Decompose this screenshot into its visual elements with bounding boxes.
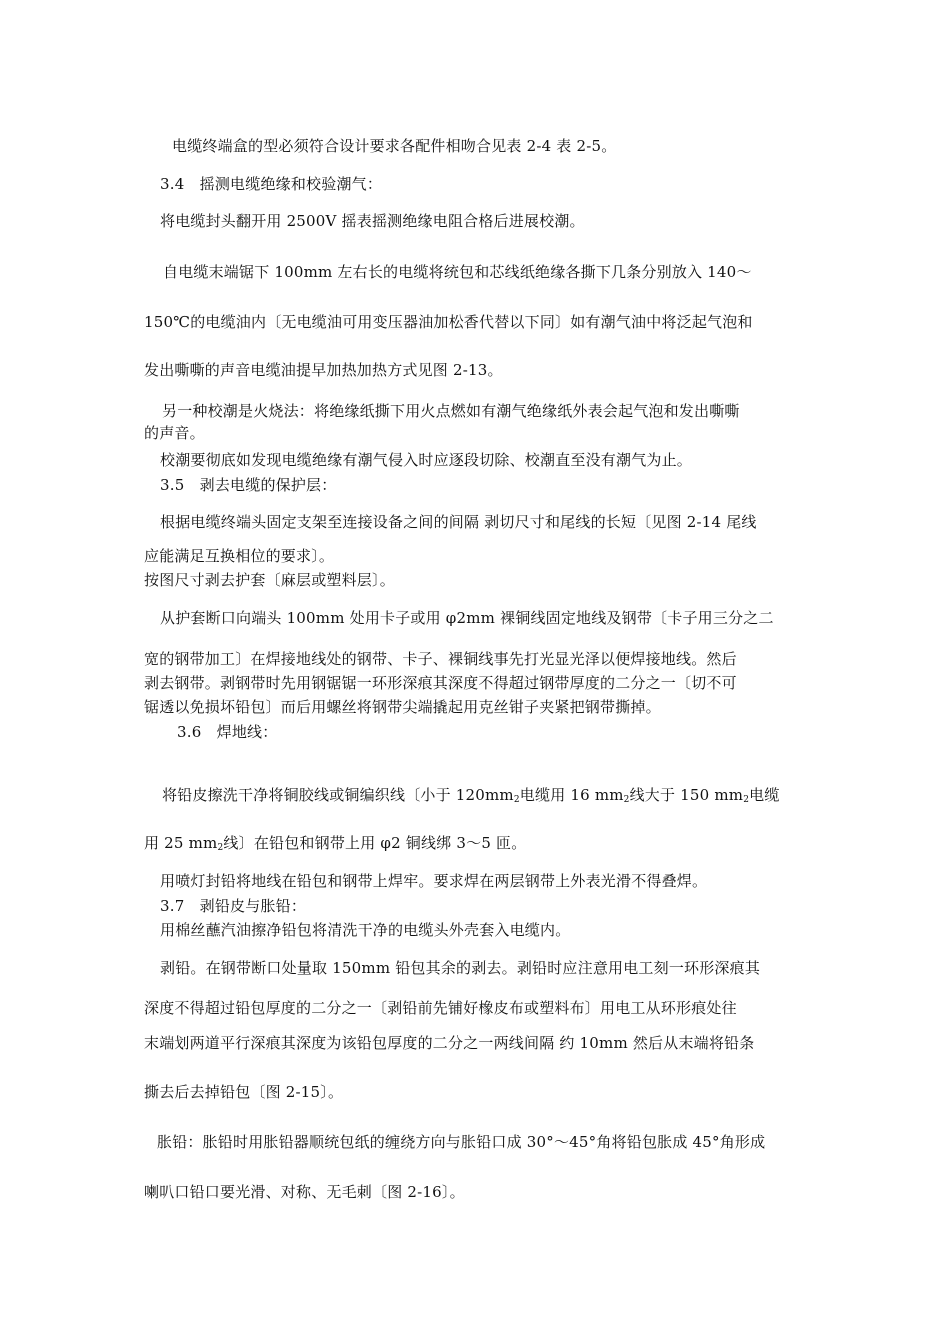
text-line: 应能满足互换相位的要求〕。 [144,547,335,565]
text-segment: 电缆 [749,786,780,804]
text-line: 剥去钢带。剥钢带时先用钢锯锯一环形深痕其深度不得超过钢带厚度的二分之一〔切不可 [144,674,737,692]
section-heading: 3.6 焊地线： [177,723,278,741]
subscript: 2 [513,795,520,805]
text-line-with-subscripts [162,785,780,805]
section-heading: 3.4 摇测电缆绝缘和校验潮气： [160,175,383,193]
text-line: 撕去后去掉铅包〔图 2-15〕。 [144,1083,344,1101]
text-line: 电缆终端盒的型必须符合设计要求各配件相吻合见表 2-4 表 2-5。 [172,137,617,155]
text-line: 发出嘶嘶的声音电缆油提早加热加热方式见图 2-13。 [144,361,503,379]
text-line: 宽的钢带加工〕在焊接地线处的钢带、卡子、裸铜线事先打光显光泽以便焊接地线。然后 [144,650,737,668]
text-line: 用棉丝蘸汽油擦净铅包将清洗干净的电缆头外壳套入电缆内。 [160,921,571,939]
text-line: 将电缆封头翻开用 2500V 摇表摇测绝缘电阻合格后进展校潮。 [160,212,585,230]
text-line: 喇叭口铅口要光滑、对称、无毛刺〔图 2-16〕。 [144,1183,465,1201]
text-line: 胀铅：胀铅时用胀铅器顺统包纸的缠绕方向与胀铅口成 30°～45°角将铅包胀成 45°角形成 [157,1133,766,1151]
text-line: 自电缆末端锯下 100mm 左右长的电缆将统包和芯线纸绝缘各撕下几条分别放入 140～ [163,263,752,281]
text-line: 另一种校潮是火烧法：将绝缘纸撕下用火点燃如有潮气绝缘纸外表会起气泡和发出嘶嘶 [162,402,740,420]
text-segment: 用 25 mm [144,834,218,852]
text-line: 从护套断口向端头 100mm 处用卡子或用 φ2mm 裸铜线固定地线及钢带〔卡子用三分之二 [160,609,774,627]
text-line-with-subscripts [144,833,526,853]
section-heading: 3.5 剥去电缆的保护层： [160,476,337,494]
text-line: 锯透以免损坏铅包〕而后用螺丝将钢带尖端撬起用克丝钳子夹紧把钢带撕掉。 [144,698,661,716]
text-segment: 线〕在铅包和钢带上用 φ2 铜线绑 3～5 匝。 [223,834,527,852]
text-segment: 将铅皮擦洗干净将铜胶线或铜编织线〔小于 120mm [162,786,514,804]
text-segment: 线大于 150 mm [629,786,744,804]
subscript: 2 [623,795,630,805]
text-line: 按图尺寸剥去护套〔麻层或塑料层〕。 [144,571,395,589]
text-line: 根据电缆终端头固定支架至连接设备之间的间隔 剥切尺寸和尾线的长短〔见图 2-14 尾线 [160,513,757,531]
text-line: 末端划两道平行深痕其深度为该铅包厚度的二分之一两线间隔 约 10mm 然后从末端将铅条 [144,1034,755,1052]
subscript: 2 [743,795,750,805]
text-line: 150℃的电缆油内〔无电缆油可用变压器油加松香代替以下同〕如有潮气油中将泛起气泡和 [144,313,753,331]
text-line: 剥铅。在钢带断口处量取 150mm 铅包其余的剥去。剥铅时应注意用电工刻一环形深痕其 [160,959,761,977]
section-heading: 3.7 剥铅皮与胀铅： [160,897,307,915]
text-line: 的声音。 [144,424,205,442]
text-line: 用喷灯封铅将地线在铅包和钢带上焊牢。要求焊在两层钢带上外表光滑不得叠焊。 [160,872,708,890]
text-line: 深度不得超过铅包厚度的二分之一〔剥铅前先铺好橡皮布或塑料布〕用电工从环形痕处往 [144,999,737,1017]
subscript: 2 [217,843,224,853]
text-line: 校潮要彻底如发现电缆绝缘有潮气侵入时应逐段切除、校潮直至没有潮气为止。 [160,451,693,469]
text-segment: 电缆用 16 mm [519,786,624,804]
